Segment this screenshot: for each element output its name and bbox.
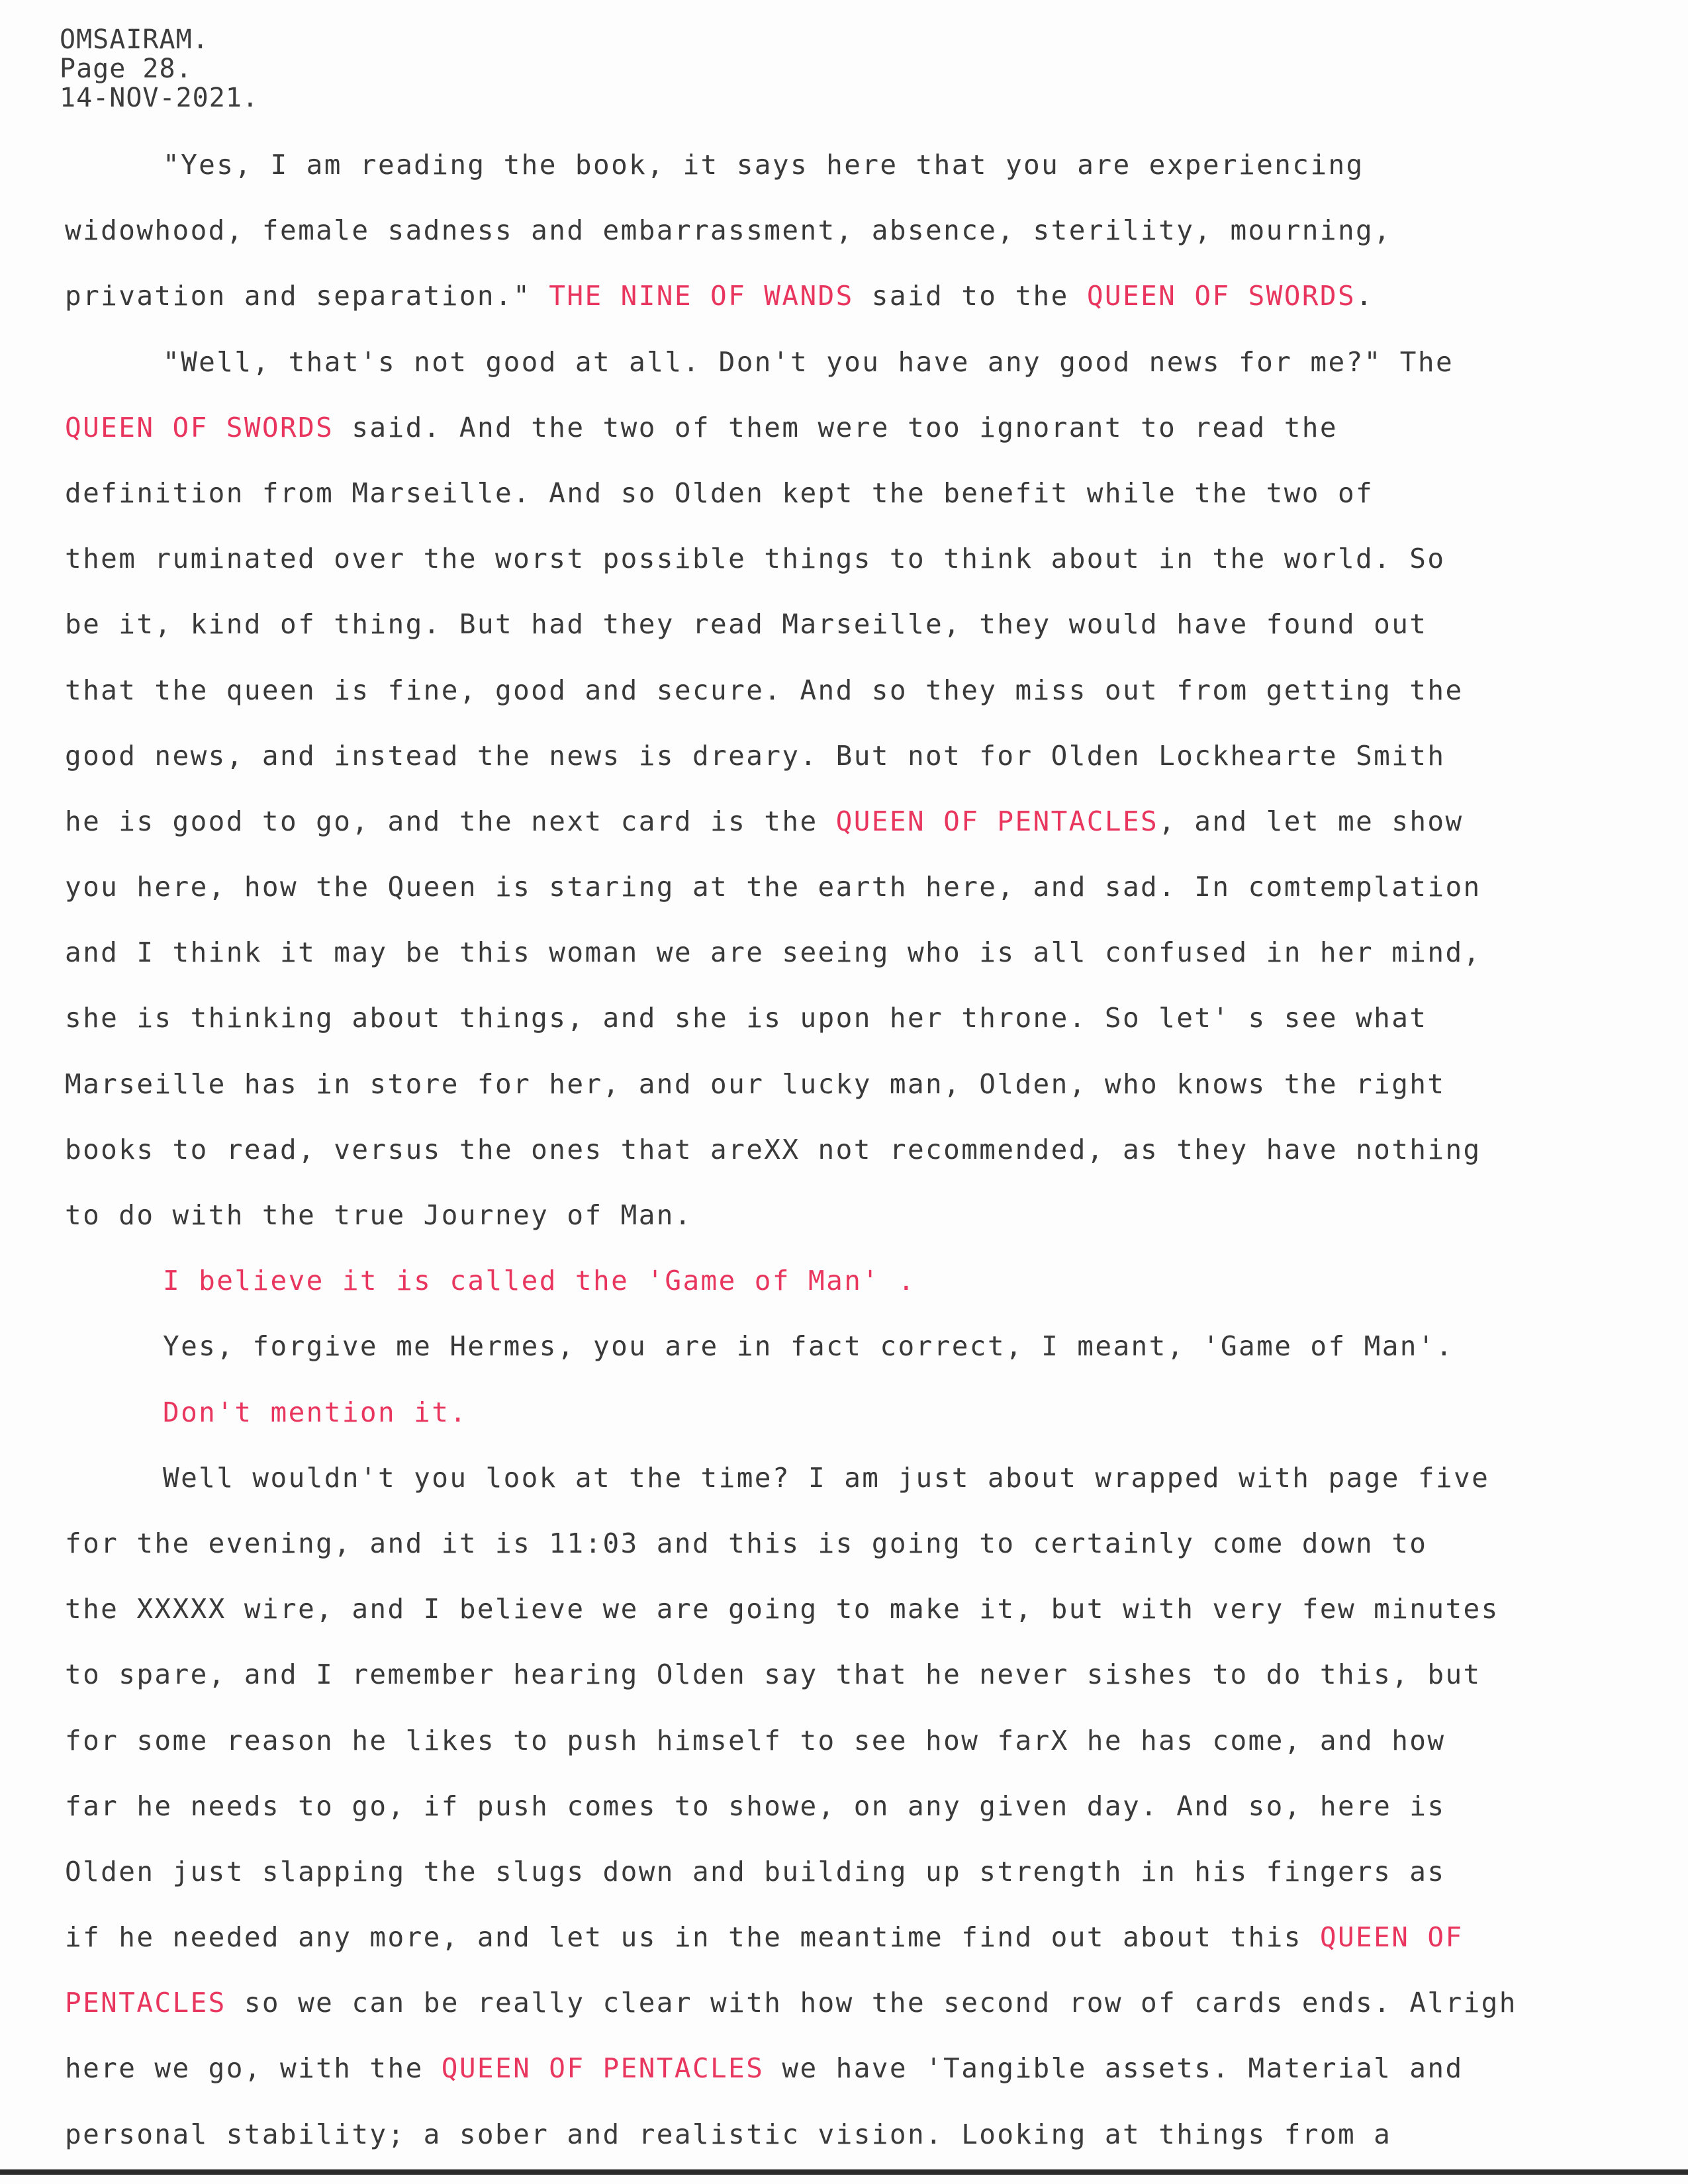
text-line: [65, 330, 1654, 395]
text-span: definition from Marseille. And so Olden kept the benefit while the two of: [65, 477, 1374, 509]
card-name-nine-of-wands: THE NINE OF WANDS: [549, 280, 854, 312]
text-line: [65, 592, 1654, 657]
text-span: widowhood, female sadness and embarrassment, absence, sterility, mourning,: [65, 214, 1392, 247]
body-text: [65, 132, 1654, 2167]
text-span: Marseille has in store for her, and our lucky man, Olden, who knows the right: [65, 1068, 1446, 1100]
text-line: [65, 1117, 1654, 1183]
text-span: be it, kind of thing. But had they read Marseille, they would have found out: [65, 608, 1428, 641]
text-span: far he needs to go, if push comes to showe, on any given day. And so, here is: [65, 1790, 1446, 1822]
card-name-queen-of-swords: QUEEN OF SWORDS: [65, 411, 334, 443]
text-line: [65, 723, 1654, 789]
text-line: [65, 1839, 1654, 1905]
text-line: [65, 1248, 1654, 1314]
card-name-queen-of-pentacles: PENTACLES: [65, 1987, 226, 2019]
text-line: [65, 920, 1654, 985]
text-span: here we go, with the: [65, 2052, 442, 2085]
text-span: .: [1356, 280, 1374, 312]
text-span: privation and separation.": [65, 280, 549, 312]
text-line: [65, 854, 1654, 920]
text-line: [65, 2102, 1654, 2167]
text-line: [65, 1576, 1654, 1642]
text-span: we have 'Tangible assets. Material and: [764, 2052, 1464, 2085]
text-span: Yes, forgive me Hermes, you are in fact correct, I meant, 'Game of Man'.: [163, 1330, 1454, 1363]
text-line: [65, 1511, 1654, 1576]
text-line: [65, 1183, 1654, 1248]
text-line: [65, 1774, 1654, 1839]
card-name-queen-of-pentacles: QUEEN OF PENTACLES: [441, 2052, 765, 2085]
text-span: for the evening, and it is 11:03 and this is going to certainly come down to: [65, 1527, 1428, 1559]
text-line: [65, 1314, 1654, 1379]
text-line: [65, 789, 1654, 854]
card-name-queen-of-pentacles: QUEEN OF PENTACLES: [835, 805, 1159, 837]
header-title: OMSAIRAM.: [60, 24, 209, 55]
text-line: [65, 198, 1654, 263]
text-span: to spare, and I remember hearing Olden say that he never sishes to do this, but: [65, 1659, 1481, 1691]
header-date: 14-NOV-2021.: [60, 83, 259, 113]
text-span: he is good to go, and the next card is the: [65, 805, 836, 837]
text-span: to do with the true Journey of Man.: [65, 1199, 692, 1231]
text-span: and I think it may be this woman we are seeing who is all confused in her mind,: [65, 936, 1481, 969]
text-line: [65, 263, 1654, 329]
text-line: [65, 2036, 1654, 2101]
text-span: good news, and instead the news is dreary. But not for Olden Lockhearte Smith: [65, 739, 1446, 772]
text-span: them ruminated over the worst possible things to think about in the world. So: [65, 543, 1446, 575]
text-line: [65, 132, 1654, 198]
text-span: if he needed any more, and let us in the meantime find out about this: [65, 1921, 1320, 1954]
text-span: said. And the two of them were too ignorant to read the: [334, 411, 1338, 443]
text-span: the XXXXX wire, and I believe we are going to make it, but with very few minutes: [65, 1593, 1499, 1625]
card-name-queen-of-swords: QUEEN OF SWORDS: [1086, 280, 1356, 312]
text-line: [65, 1708, 1654, 1774]
text-span: that the queen is fine, good and secure. And so they miss out from getting the: [65, 674, 1464, 706]
text-line: [65, 1642, 1654, 1707]
text-span: Well wouldn't you look at the time? I am just about wrapped with page five: [163, 1461, 1490, 1494]
text-line: [65, 526, 1654, 592]
scan-edge-rule: [0, 2169, 1688, 2175]
text-line: [65, 395, 1654, 461]
text-line: [65, 1052, 1654, 1117]
text-line: [65, 1380, 1654, 1445]
page-header: [60, 25, 259, 113]
text-line: [65, 1445, 1654, 1511]
text-line: [65, 1970, 1654, 2036]
text-span: for some reason he likes to push himself to see how farX he has come, and how: [65, 1724, 1446, 1756]
text-span: she is thinking about things, and she is upon her throne. So let' s see what: [65, 1002, 1428, 1034]
text-line: [65, 985, 1654, 1051]
text-span: "Yes, I am reading the book, it says here that you are experiencing: [163, 149, 1364, 181]
text-span: personal stability; a sober and realistic vision. Looking at things from a: [65, 2118, 1392, 2150]
hermes-dialogue: I believe it is called the 'Game of Man' .: [163, 1265, 916, 1297]
text-span: , and let me show: [1158, 805, 1464, 837]
text-span: said to the: [853, 280, 1087, 312]
text-span: "Well, that's not good at all. Don't you have any good news for me?" The: [163, 345, 1454, 378]
text-span: so we can be really clear with how the second row of cards ends. Alrigh: [226, 1987, 1517, 2019]
hermes-dialogue: Don't mention it.: [163, 1396, 468, 1428]
text-line: [65, 461, 1654, 526]
text-line: [65, 658, 1654, 723]
text-span: books to read, versus the ones that areXX not recommended, as they have nothing: [65, 1133, 1481, 1165]
text-span: you here, how the Queen is staring at the earth here, and sad. In comtemplation: [65, 871, 1481, 903]
header-page-number: Page 28.: [60, 54, 193, 84]
text-line: [65, 1905, 1654, 1970]
card-name-queen-of-pentacles: QUEEN OF: [1319, 1921, 1464, 1954]
text-span: Olden just slapping the slugs down and building up strength in his fingers as: [65, 1855, 1446, 1888]
